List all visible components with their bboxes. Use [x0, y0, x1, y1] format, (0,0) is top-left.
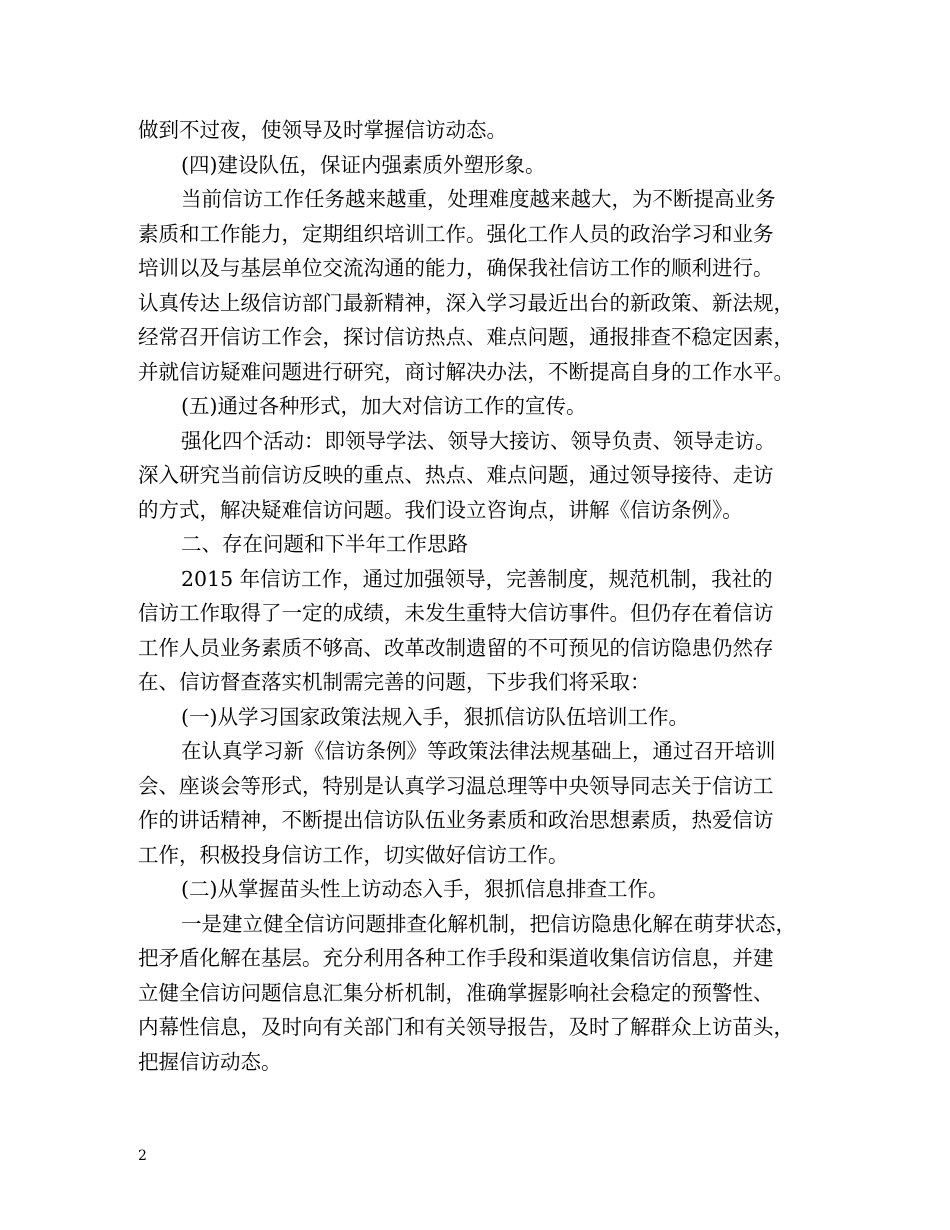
text-line: (五)通过各种形式，加大对信访工作的宣传。 [181, 394, 587, 418]
text-line: 一是建立健全信访问题排查化解机制，把信访隐患化解在萌芽状态， [181, 911, 796, 936]
text-line: 会、座谈会等形式，特别是认真学习温总理等中央领导同志关于信访工 [138, 773, 774, 798]
text-line: 工作，积极投身信访工作，切实做好信访工作。 [138, 842, 569, 867]
text-line: 素质和工作能力，定期组织培训工作。强化工作人员的政治学习和业务 [138, 221, 774, 246]
text-line: 在认真学习新《信访条例》等政策法律法规基础上，通过召开培训 [181, 739, 776, 763]
text-line: 立健全信访问题信息汇集分析机制，准确掌握影响社会稳定的预警性、 [138, 980, 774, 1005]
text-line: 并就信访疑难问题进行研究，商讨解决办法，不断提高自身的工作水平。 [138, 359, 794, 384]
text-line: 培训以及与基层单位交流沟通的能力，确保我社信访工作的顺利进行。 [138, 256, 774, 280]
text-line: 深入研究当前信访反映的重点、热点、难点问题，通过领导接待、走访 [138, 463, 774, 487]
text-line: 做到不过夜，使领导及时掌握信访动态。 [138, 118, 507, 142]
text-line: 信访工作取得了一定的成绩，未发生重特大信访事件。但仍存在着信访 [138, 601, 774, 625]
text-line: 2015 年信访工作，通过加强领导，完善制度，规范机制，我社的 [181, 566, 773, 591]
text-line: 认真传达上级信访部门最新精神，深入学习最近出台的新政策、新法规， [138, 290, 794, 315]
text-line: (二)从掌握苗头性上访动态入手，狠抓信息排查工作。 [181, 877, 669, 901]
text-line: 经常召开信访工作会，探讨信访热点、难点问题，通报排查不稳定因素， [138, 325, 794, 349]
text-line: 当前信访工作任务越来越重，处理难度越来越大，为不断提高业务 [181, 187, 776, 211]
text-line: 强化四个活动：即领导学法、领导大接访、领导负责、领导走访。 [181, 428, 776, 453]
page-number: 2 [138, 1148, 147, 1164]
text-line: 在、信访督查落实机制需完善的问题，下步我们将采取： [138, 670, 651, 694]
text-line: 把矛盾化解在基层。充分利用各种工作手段和渠道收集信访信息，并建 [138, 946, 774, 970]
text-line: 作的讲话精神，不断提出信访队伍业务素质和政治思想素质，热爱信访 [138, 808, 774, 832]
text-line: 把握信访动态。 [138, 1049, 282, 1074]
text-line: 内幕性信息，及时向有关部门和有关领导报告，及时了解群众上访苗头， [138, 1015, 794, 1039]
text-line: 工作人员业务素质不够高、改革改制遗留的不可预见的信访隐患仍然存 [138, 635, 774, 660]
document-body [138, 113, 828, 1079]
text-line: 二、存在问题和下半年工作思路 [181, 532, 468, 556]
text-line: 的方式，解决疑难信访问题。我们设立咨询点，讲解《信访条例》。 [138, 497, 743, 522]
text-line: (四)建设队伍，保证内强素质外塑形象。 [181, 152, 546, 177]
text-line: (一)从学习国家政策法规入手，狠抓信访队伍培训工作。 [181, 704, 689, 729]
